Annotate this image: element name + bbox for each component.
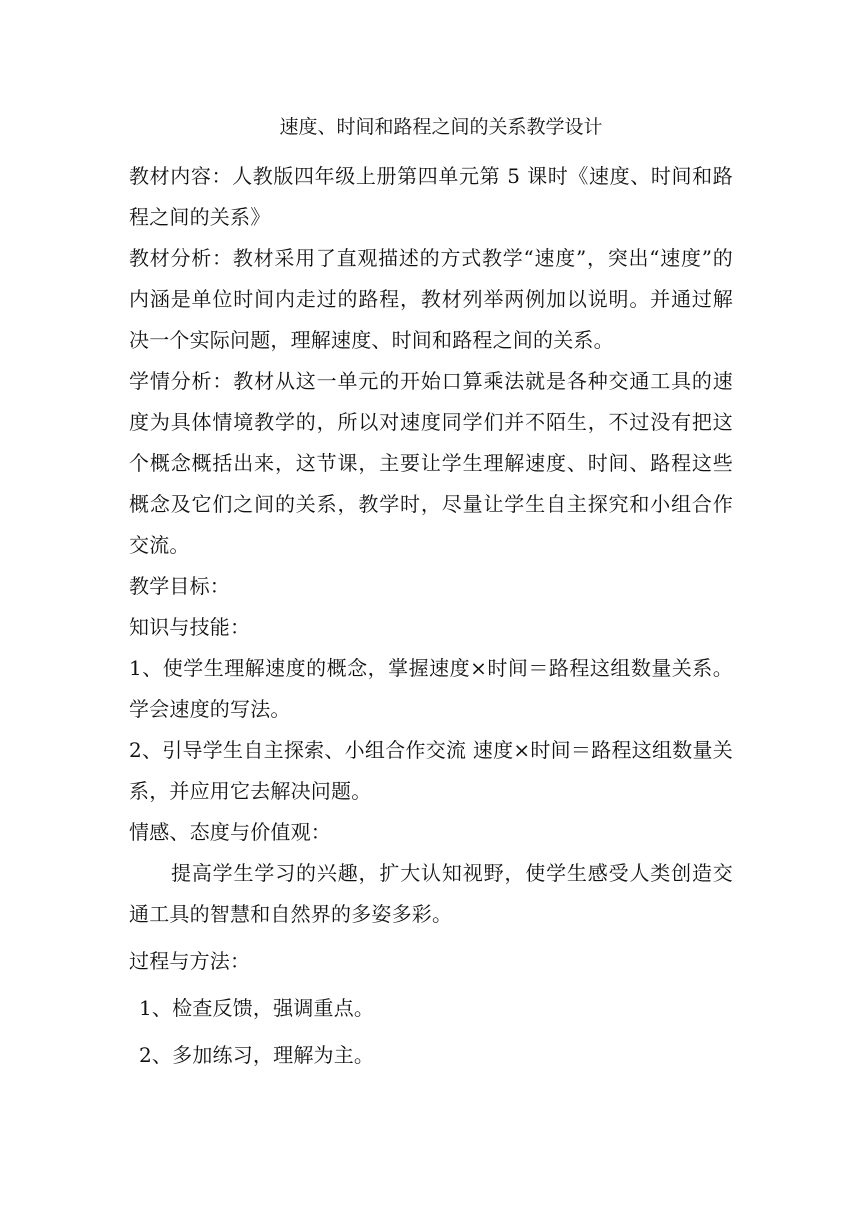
paragraph-textbook-analysis: 教材分析：教材采用了直观描述的方式教学“速度”，突出“速度”的内涵是单位时间内走过的路程，教材列举两例加以说明。并通过解决一个实际问题，理解速度、时间和路程之间的关系。 [129, 246, 733, 352]
paragraph-learner-analysis: 学情分析：教材从这一单元的开始口算乘法就是各种交通工具的速度为具体情境教学的，所以对速度同学们并不陌生，不过没有把这个概念概括出来，这节课，主要让学生理解速度、时间、路程这些概念及它们之间的关系，教学时，尽量让学生自主探究和小组合作交流。 [129, 369, 733, 557]
document-page [129, 112, 733, 1076]
list-item-process-2: 2、多加练习，理解为主。 [139, 1043, 375, 1067]
heading-teaching-goals: 教学目标： [129, 574, 230, 598]
heading-emotion-attitude-values: 情感、态度与价值观： [129, 820, 331, 844]
list-item-knowledge-2: 2、引导学生自主探索、小组合作交流 速度×时间＝路程这组数量关系，并应用它去解决问题。 [129, 738, 733, 803]
paragraph-emotion-goal: 提高学生学习的兴趣，扩大认知视野，使学生感受人类创造交通工具的智慧和自然界的多姿多彩。 [129, 861, 733, 926]
document-title: 速度、时间和路程之间的关系教学设计 [279, 116, 603, 138]
heading-process-method: 过程与方法： [129, 949, 251, 973]
heading-knowledge-skills: 知识与技能： [129, 615, 251, 639]
list-item-process-1: 1、检查反馈，强调重点。 [139, 996, 375, 1020]
paragraph-textbook-content: 教材内容：人教版四年级上册第四单元第 5 课时《速度、时间和路程之间的关系》 [129, 164, 733, 229]
list-item-knowledge-1: 1、使学生理解速度的概念，掌握速度×时间＝路程这组数量关系。学会速度的写法。 [129, 656, 733, 721]
